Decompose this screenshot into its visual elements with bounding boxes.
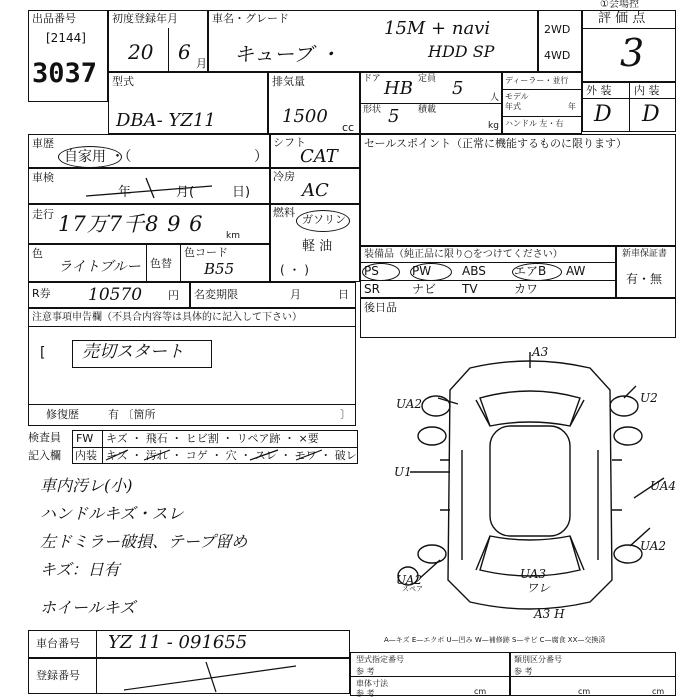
fw-label: FW [76, 432, 94, 445]
recycle-unit: 円 [168, 289, 179, 302]
equip-r2-2: TV [462, 282, 478, 296]
door-value: HB [384, 78, 413, 99]
rating-label: 評 価 点 [598, 11, 646, 26]
displacement-value: 1500 [282, 106, 328, 127]
history-value: 自家用 ・（ [64, 149, 132, 165]
capacity-unit: 人 [490, 93, 500, 103]
capacity-label: 定員 [418, 74, 437, 84]
fuel-label: 燃料 [273, 206, 295, 219]
cm-unit-1: cm [474, 687, 487, 696]
name-change-month: 月 [290, 288, 301, 301]
later-label: 後日品 [364, 301, 397, 314]
interior-label: 内 装 [634, 84, 660, 97]
shaken-year: 年 [118, 185, 132, 200]
load-unit: kg [488, 121, 499, 131]
repair-close: 〕 [340, 408, 351, 421]
model-label: 型式 [112, 75, 134, 88]
interior-items-label: 内装 [75, 449, 97, 462]
interior-strikes [100, 446, 360, 464]
equip-r2-3: カワ [514, 282, 539, 296]
cooling-label: 冷房 [273, 170, 295, 183]
damage-mark-1: UA2 [396, 397, 423, 411]
notes-label: 注意事項申告欄（不具合内容等は具体的に記入して下さい） [32, 312, 302, 323]
spare-label: スペア [402, 585, 423, 593]
model-year-label1: モデル [505, 92, 529, 101]
model-designation-label: 型式指定番号 [356, 655, 404, 664]
equip-r1-3: エアB [514, 264, 547, 278]
capacity-value: 5 [452, 78, 464, 99]
handwritten-note-3: キズ：日有 [40, 560, 120, 579]
exterior-label: 外 装 [586, 84, 612, 97]
color-code: B55 [204, 260, 235, 278]
reg-number-label: 登録番号 [36, 669, 80, 682]
handwritten-note-2: 左ドミラー破損、テープ留め [40, 532, 248, 551]
equip-r2-0: SR [364, 282, 380, 296]
grade-line1: 15M + navi [384, 18, 491, 39]
repair-value: 有 〔箇所 [108, 408, 156, 421]
car-name: キューブ ・ [234, 42, 340, 66]
equip-r1-4: AW [566, 264, 586, 278]
name-grade-label: 車名・グレード [212, 12, 289, 25]
fw-items: キズ ・ 飛石 ・ ヒビ割 ・ リペア跡 ・ ×要 [106, 432, 319, 445]
exterior-score: D [594, 102, 612, 127]
displacement-unit: cc [342, 121, 355, 134]
mileage-label: 走行 [32, 208, 54, 221]
entry-label: 記入欄 [28, 449, 61, 462]
name-change-day: 日 [338, 288, 349, 301]
handwritten-note-1: ハンドルキズ・スレ [40, 504, 184, 523]
repair-label: 修復歴 [46, 408, 79, 421]
handwritten-note-0: 車内汚レ(小) [40, 476, 133, 495]
color-label: 色 [32, 247, 43, 260]
drive-box [538, 10, 582, 72]
damage-mark-8: ワレ [526, 581, 551, 595]
fuel-gasoline: ガソリン [302, 213, 346, 226]
recycle-value: 10570 [88, 285, 143, 305]
shape-value: 5 [388, 106, 400, 127]
lot-number: 3037 [32, 58, 98, 89]
inspector-label: 検査員 [28, 431, 61, 444]
equip-r2-1: ナビ [412, 282, 437, 296]
fuel-paren: ( ・ ) [280, 263, 309, 277]
notes-stamp: 売切スタート [82, 342, 184, 362]
equipment-circle-1 [410, 263, 452, 281]
equip-r1-0: PS [364, 264, 379, 278]
damage-mark-4: UA4 [650, 479, 677, 493]
warranty-label: 新車保証書 [622, 249, 668, 259]
damage-mark-3: U1 [394, 465, 412, 479]
grade-line2: HDD SP [428, 42, 495, 61]
mileage-unit: km [226, 231, 240, 241]
reg-month: 6 [178, 40, 191, 64]
damage-mark-9: A3 H [534, 607, 565, 621]
twowd-label: 2WD [544, 23, 571, 36]
color-value: ライトブルー [58, 259, 141, 275]
damage-mark-7: UA3 [520, 567, 547, 581]
reference-label-3: 参 考 [514, 667, 533, 676]
lot-code: [2144] [46, 31, 86, 45]
shape-label: 形状 [363, 105, 382, 115]
shaken-strike [84, 176, 214, 202]
displacement-label: 排気量 [272, 75, 305, 88]
lot-number-label: 出品番号 [32, 12, 76, 25]
warranty-value: 有・無 [626, 272, 663, 286]
header-note: ①会場控 [600, 0, 639, 10]
reference-label-1: 参 考 [356, 667, 375, 676]
model-value: DBA- YZ11 [116, 110, 216, 131]
chassis-label: 車台番号 [36, 637, 80, 650]
load-label: 積載 [418, 105, 437, 115]
cm-unit-2: cm [578, 687, 591, 696]
equip-r1-2: ABS [462, 264, 486, 278]
color-code-label: 色コード [184, 246, 228, 259]
shaken-label: 車検 [32, 171, 54, 184]
handwritten-note-4: ホイールキズ [40, 598, 136, 617]
reference-label-2: 参 考 [356, 689, 375, 698]
name-change-label: 名変期限 [194, 288, 238, 301]
damage-legend: A—キズ E—エクボ U—凹み W—補修跡 S—サビ C—腐食 XX—交換済 [384, 636, 606, 644]
reg-number-strike [120, 660, 300, 694]
year-unit: 年 [568, 102, 576, 111]
mileage-value: 17万7千8 9 6 [58, 212, 204, 236]
sales-point-label: セールスポイント（正常に機能するものに限ります） [364, 137, 628, 150]
handle-label: ハンドル 左・右 [505, 119, 564, 128]
equipment-label: 装備品（純正品に限り○をつけてください） [364, 249, 563, 260]
sales-point-box [360, 134, 676, 246]
shaken-day: 日) [232, 185, 251, 200]
equipment-circle-0 [362, 263, 400, 281]
cooling-value: AC [302, 180, 329, 201]
equip-r1-1: PW [412, 264, 432, 278]
door-label: ドア [363, 74, 381, 84]
damage-mark-0: A3 [532, 345, 549, 359]
history-label: 車歴 [32, 137, 54, 150]
shift-label: シフト [273, 136, 306, 149]
fourwd-label: 4WD [544, 49, 571, 62]
damage-mark-6: UA2 [396, 573, 423, 587]
notes-mark: [ [40, 345, 46, 361]
body-size-label: 車体寸法 [356, 679, 388, 688]
interior-score: D [642, 102, 660, 127]
fuel-diesel: 軽 油 [302, 239, 333, 254]
category-label: 類別区分番号 [514, 655, 562, 664]
recycle-label: R券 [32, 287, 51, 300]
chassis-value: YZ 11 - 091655 [108, 632, 248, 653]
cm-unit-3: cm [652, 687, 665, 696]
first-reg-label: 初度登録年月 [112, 12, 178, 25]
model-year-label2: 年式 [505, 102, 521, 111]
dealer-label: ディーラー・並行 [505, 76, 569, 85]
damage-mark-2: U2 [640, 391, 658, 405]
later-box [360, 298, 676, 338]
rating-score: 3 [620, 31, 645, 75]
shaken-month: 月( [176, 185, 195, 200]
shift-value: CAT [300, 146, 338, 167]
equipment-circle-2 [512, 263, 562, 281]
history-close: ） [254, 149, 268, 165]
interior-items: キズ ・ 汚れ ・ コゲ ・ 穴 ・ スレ ・ モワ ・ 破レ [106, 449, 357, 462]
color-change-label: 色替 [150, 257, 172, 270]
reg-month-unit: 月 [196, 57, 207, 70]
reg-year: 20 [128, 40, 154, 64]
damage-mark-5: UA2 [640, 539, 667, 553]
